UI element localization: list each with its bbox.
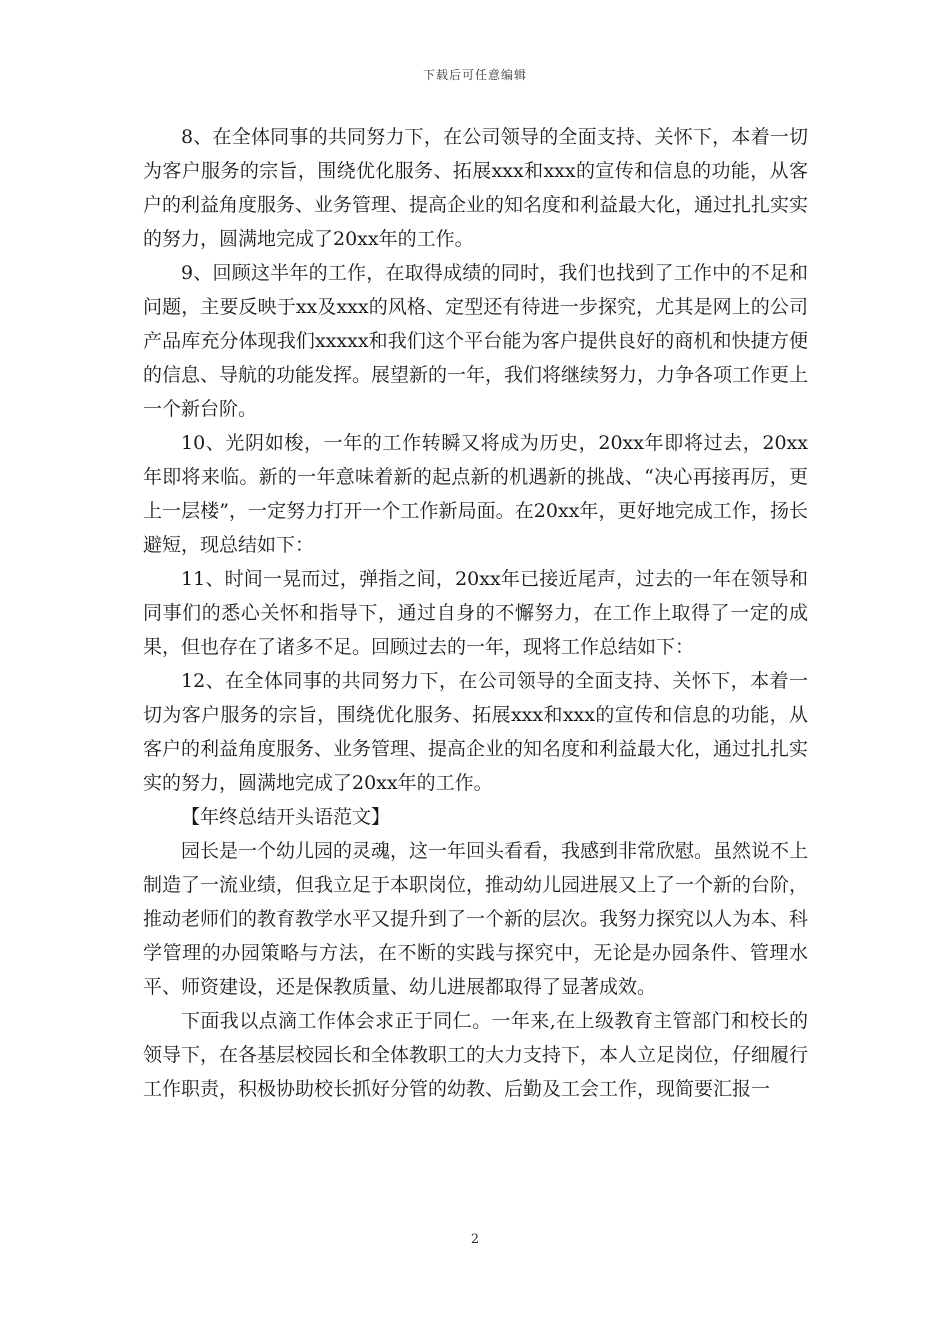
page-header: 下载后可任意编辑 [422, 68, 527, 82]
paragraph-report: 下面我以点滴工作体会求正于同仁。一年来,在上级教育主管部门和校长的领导下，在各基层校园长和全体教职工的大力支持下，本人立足岗位，仔细履行工作职责，积极协助校长抓好分管的幼教、后勤及工会工作，现简要汇报一 [143, 1010, 809, 1100]
paragraph-principal: 园长是一个幼儿园的灵魂，这一年回头看看，我感到非常欣慰。虽然说不上制造了一流业绩，但我立足于本职岗位，推动幼儿园进展又上了一个新的台阶，推动老师们的教育教学水平又提升到了一个新的层次。我努力探究以人为本、科学管理的办园策略与方法，在不断的实践与探究中，无论是办园条件、管理水平、师资建设，还是保教质量、幼儿进展都取得了显著成效。 [143, 840, 809, 998]
paragraph-11: 11、时间一晃而过，弹指之间，20xx年已接近尾声，过去的一年在领导和同事们的悉心关怀和指导下，通过自身的不懈努力，在工作上取得了一定的成果，但也存在了诸多不足。回顾过去的一年，现将工作总结如下： [143, 568, 808, 658]
paragraph-12: 12、在全体同事的共同努力下，在公司领导的全面支持、关怀下，本着一切为客户服务的宗旨，围绕优化服务、拓展xxx和xxx的宣传和信息的功能，从客户的利益角度服务、业务管理、提高企业的知名度和利益最大化，通过扎扎实实的努力，圆满地完成了20xx年的工作。 [143, 670, 809, 794]
paragraph-9: 9、回顾这半年的工作，在取得成绩的同时，我们也找到了工作中的不足和问题，主要反映于xx及xxx的风格、定型还有待进一步探究，尤其是网上的公司产品库充分体现我们xxxxx和我们这个平台能为客户提供良好的商机和快捷方便的信息、导航的功能发挥。展望新的一年，我们将继续努力，力争各项工作更上一个新台阶。 [143, 262, 809, 420]
paragraph-8: 8、在全体同事的共同努力下，在公司领导的全面支持、关怀下，本着一切为客户服务的宗旨，围绕优化服务、拓展xxx和xxx的宣传和信息的功能，从客户的利益角度服务、业务管理、提高企业的知名度和利益最大化，通过扎扎实实的努力，圆满地完成了20xx年的工作。 [143, 126, 809, 250]
document-body [143, 120, 808, 1106]
section-heading: 【年终总结开头语范文】 [181, 806, 391, 828]
paragraph-10: 10、光阴如梭，一年的工作转瞬又将成为历史，20xx年即将过去，20xx年即将来临。新的一年意味着新的起点新的机遇新的挑战、“决心再接再厉，更上一层楼”，一定努力打开一个工作新局面。在20xx年，更好地完成工作，扬长避短，现总结如下： [143, 432, 808, 556]
page-number: 2 [470, 1232, 480, 1247]
